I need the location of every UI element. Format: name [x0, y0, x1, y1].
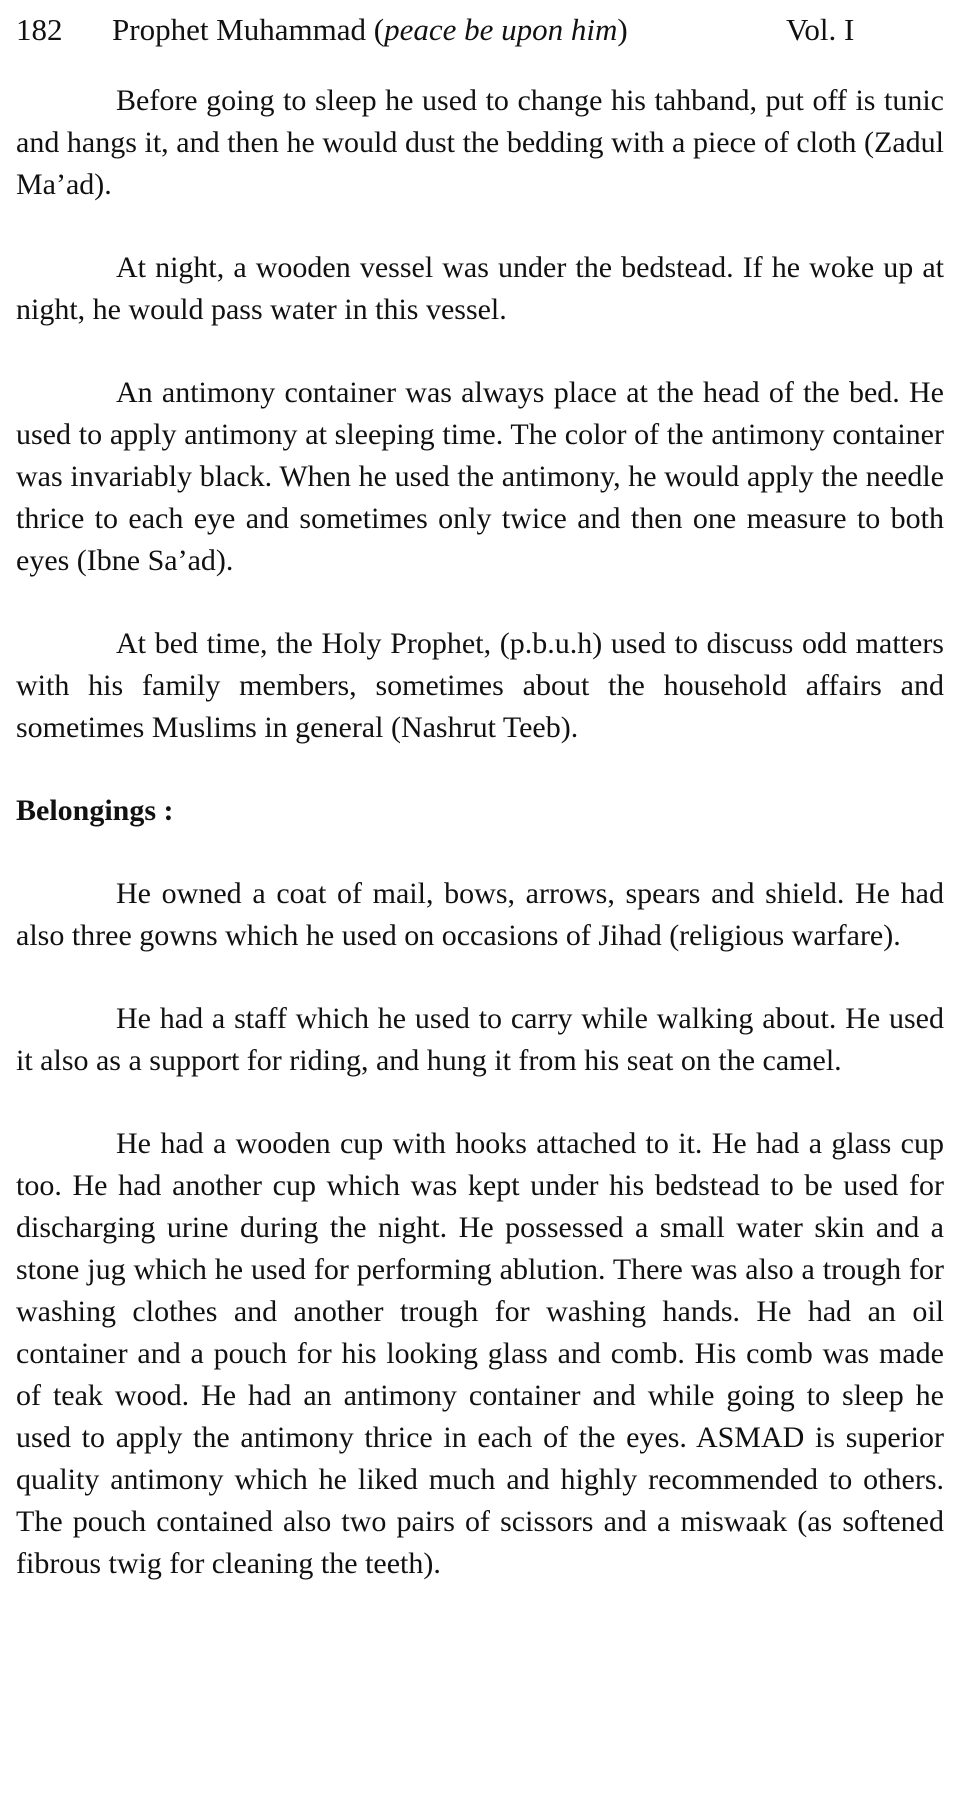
paragraph-sleep-preparation: Before going to sleep he used to change his tahband, put off is tunic and hangs it, and then he would dust the bedding with a piece of cloth (Zadul Ma’ad).	[16, 84, 944, 201]
book-title-main: Prophet Muhammad (	[112, 12, 385, 47]
section-heading-belongings: Belongings :	[16, 794, 174, 827]
volume-label: Vol. I	[786, 12, 855, 47]
book-title-close: )	[617, 12, 628, 47]
running-header	[16, 6, 944, 54]
paragraph-wooden-vessel: At night, a wooden vessel was under the bedstead. If he woke up at night, he would pass water in this vessel.	[16, 251, 944, 326]
page-body	[16, 80, 944, 1626]
book-title	[112, 6, 628, 54]
page-number: 182	[16, 12, 63, 47]
paragraph-bed-time: At bed time, the Holy Prophet, (p.b.u.h) used to discuss odd matters with his family members, sometimes about the household affairs and sometimes Muslims in general (Nashrut Teeb).	[16, 627, 944, 744]
paragraph-staff: He had a staff which he used to carry while walking about. He used it also as a support for riding, and hung it from his seat on the camel.	[16, 1002, 944, 1077]
paragraph-cups-and-items: He had a wooden cup with hooks attached to it. He had a glass cup too. He had another cup which was kept under his bedstead to be used for discharging urine during the night. He possessed a small water skin and a stone jug which he used for performing ablution. There was also a trough for washing clothes and another trough for washing hands. He had an oil container and a pouch for his looking glass and comb. His comb was made of teak wood. He had an antimony container and while going to sleep he used to apply the antimony thrice in each of the eyes. ASMAD is superior quality antimony which he liked much and highly recommended to others. The pouch contained also two pairs of scissors and a miswaak (as softened fibrous twig for cleaning the teeth).	[16, 1127, 944, 1580]
paragraph-coat-of-mail: He owned a coat of mail, bows, arrows, spears and shield. He had also three gowns which he used on occasions of Jihad (religious warfare).	[16, 877, 944, 952]
paragraph-antimony: An antimony container was always place at the head of the bed. He used to apply antimony at sleeping time. The color of the antimony container was invariably black. When he used the antimony, he would apply the needle thrice to each eye and sometimes only twice and then one measure to both eyes (Ibne Sa’ad).	[16, 376, 944, 577]
book-title-honorific: peace be upon him	[384, 12, 618, 47]
